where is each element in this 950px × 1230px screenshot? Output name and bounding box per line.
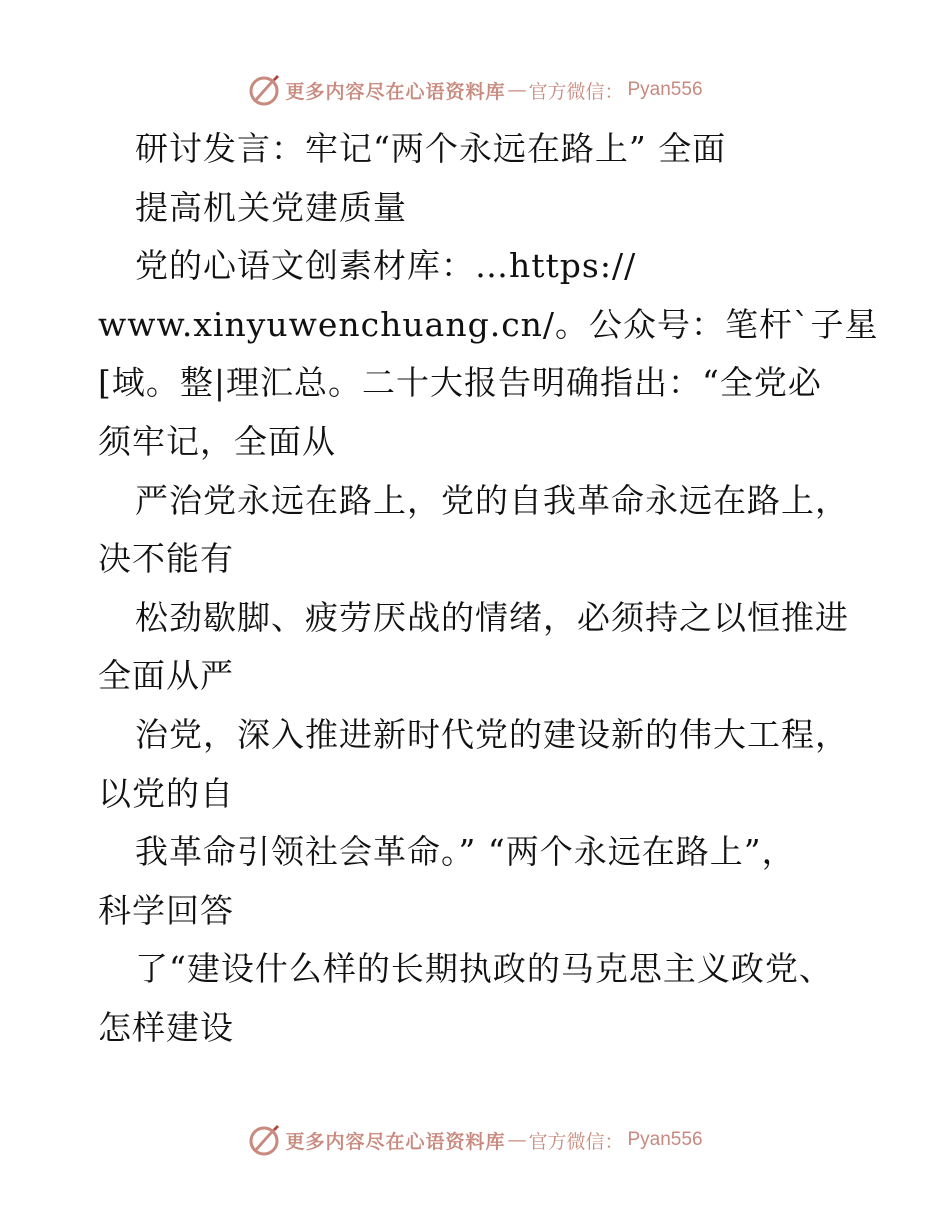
- doc-line: 我革命引领社会革命。” “两个永远在路上”，: [135, 832, 796, 872]
- doc-line: 治党，深入推进新时代党的建设新的伟大工程，: [135, 714, 849, 754]
- doc-line: 提高机关党建质量: [135, 187, 407, 227]
- doc-line: 全面从严: [98, 656, 234, 696]
- watermark-text: 更多内容尽在心语资料库: [285, 1130, 506, 1153]
- doc-line: www.xinyuwenchuang.cn/。公众号：笔杆`子星: [98, 304, 879, 344]
- doc-line: 怎样建设: [98, 1007, 234, 1047]
- watermark-wechat-id: Pyan556: [627, 79, 703, 100]
- doc-line: 科学回答: [98, 890, 234, 930]
- footer-watermark-banner: [0, 1120, 950, 1160]
- doc-line: 研讨发言：牢记“两个永远在路上” 全面: [135, 129, 727, 168]
- header-watermark-banner: [0, 70, 950, 110]
- watermark-wechat-id: Pyan556: [627, 1129, 703, 1150]
- brush-pen-logo-icon: [247, 73, 281, 107]
- doc-line: 了“建设什么样的长期执政的马克思主义政党、: [135, 949, 833, 989]
- watermark-wechat-label: 官方微信：: [528, 80, 624, 103]
- document-body: [98, 120, 879, 1058]
- brush-pen-logo-icon: [247, 1123, 281, 1157]
- doc-line: 决不能有: [98, 539, 234, 579]
- watermark-wechat-label: 官方微信：: [528, 1130, 624, 1153]
- doc-line: 以党的自: [98, 773, 234, 813]
- watermark-separator: —: [507, 79, 527, 101]
- watermark-text: 更多内容尽在心语资料库: [285, 80, 506, 103]
- doc-line: 须牢记，全面从: [98, 421, 336, 461]
- doc-line: 严治党永远在路上，党的自我革命永远在路上，: [135, 480, 849, 520]
- doc-line: [域。整|理汇总。二十大报告明确指出：“全党必: [98, 363, 822, 403]
- doc-line: 松劲歇脚、疲劳厌战的情绪，必须持之以恒推进: [135, 597, 849, 637]
- doc-line: 党的心语文创素材库：…https://: [135, 246, 637, 286]
- watermark-separator: —: [507, 1129, 527, 1151]
